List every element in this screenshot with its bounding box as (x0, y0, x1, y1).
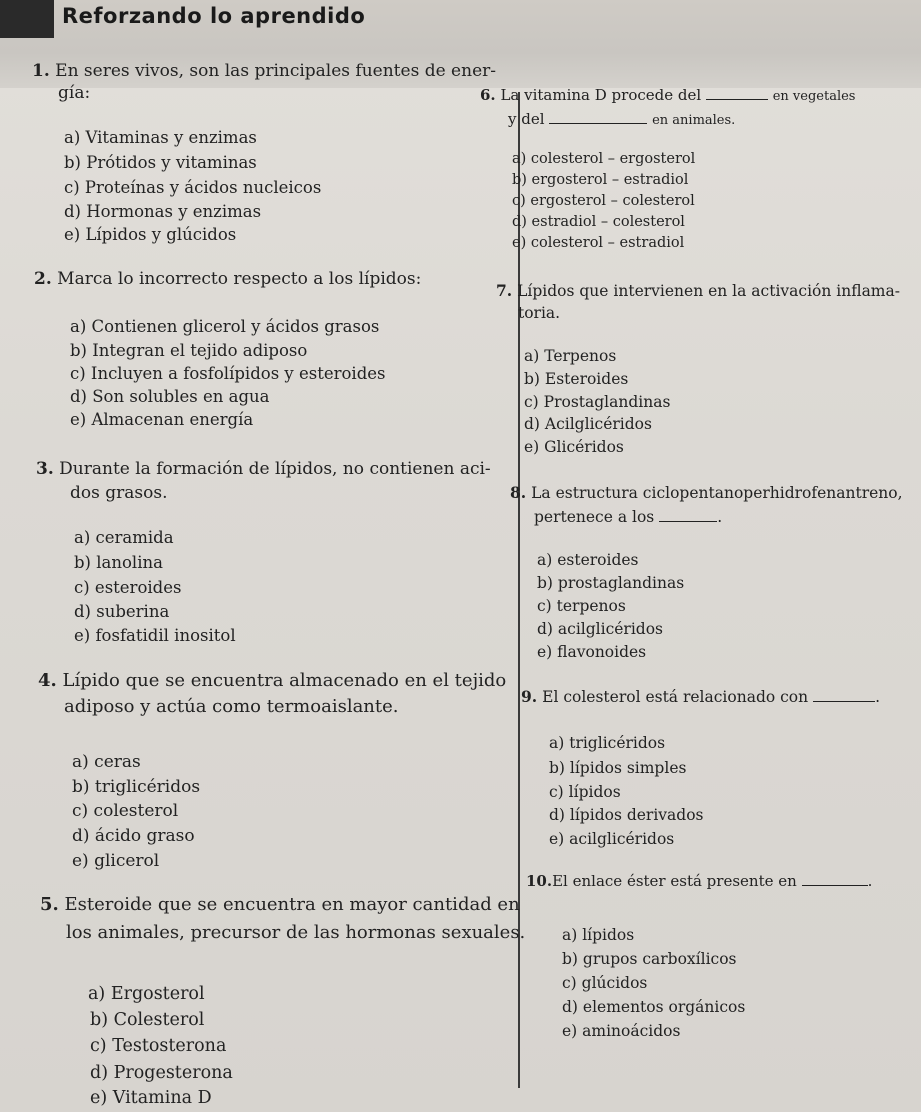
question-number: 5. (40, 894, 59, 915)
question-stem: Marca lo incorrecto respecto a los lípidos: (57, 269, 422, 289)
answer-blank[interactable] (659, 521, 717, 522)
q5-option-c[interactable]: c) Testosterona (90, 1036, 227, 1056)
q2-option-b[interactable]: b) Integran el tejido adiposo (70, 341, 308, 360)
question-6-stem-cont (508, 108, 735, 132)
q7-option-a[interactable]: a) Terpenos (524, 347, 617, 365)
question-3 (36, 458, 491, 480)
q8-option-d[interactable]: d) acilglicéridos (537, 620, 663, 638)
question-stem-part: . (717, 508, 723, 526)
q7-option-b[interactable]: b) Esteroides (524, 370, 629, 388)
question-stem: La estructura ciclopentanoperhidrofenantreno, (531, 484, 903, 502)
q6-option-b[interactable]: b) ergosterol – estradiol (512, 172, 689, 188)
question-number: 4. (38, 670, 57, 691)
question-stem-part: en vegetales (772, 89, 856, 104)
q1-option-a[interactable]: a) Vitaminas y enzimas (64, 128, 257, 147)
question-number: 2. (34, 269, 52, 289)
q8-option-e[interactable]: e) flavonoides (537, 643, 647, 661)
question-8 (510, 482, 903, 504)
q5-option-a[interactable]: a) Ergosterol (88, 984, 205, 1004)
question-number: 6. (480, 86, 496, 104)
q5-option-b[interactable]: b) Colesterol (90, 1010, 205, 1030)
question-stem: Lípido que se encuentra almacenado en el tejido (62, 670, 507, 691)
answer-blank[interactable] (802, 885, 868, 886)
question-3-stem-cont: dos grasos. (70, 483, 168, 503)
q4-option-d[interactable]: d) ácido graso (72, 826, 195, 846)
q2-option-d[interactable]: d) Son solubles en agua (70, 387, 270, 406)
q8-option-c[interactable]: c) terpenos (537, 597, 626, 615)
question-8-stem-cont (534, 506, 722, 528)
question-7 (496, 280, 900, 302)
q3-option-c[interactable]: c) esteroides (74, 578, 182, 597)
q1-option-b[interactable]: b) Prótidos y vitaminas (64, 153, 257, 172)
question-stem: Durante la formación de lípidos, no contienen aci- (59, 459, 491, 479)
q10-option-d[interactable]: d) elementos orgánicos (562, 998, 746, 1016)
q5-option-d[interactable]: d) Progesterona (90, 1063, 233, 1083)
q1-option-c[interactable]: c) Proteínas y ácidos nucleicos (64, 178, 322, 197)
question-5-stem-cont: los animales, precursor de las hormonas sexuales. (66, 922, 526, 943)
question-stem-part: . (867, 872, 873, 890)
q7-option-c[interactable]: c) Prostaglandinas (524, 393, 671, 411)
q3-option-e[interactable]: e) fosfatidil inositol (74, 626, 236, 645)
q9-option-d[interactable]: d) lípidos derivados (549, 806, 704, 824)
q1-option-e[interactable]: e) Lípidos y glúcidos (64, 225, 237, 244)
question-2 (34, 268, 421, 290)
question-stem-part: . (875, 688, 880, 706)
q7-option-e[interactable]: e) Glicéridos (524, 438, 624, 456)
q4-option-c[interactable]: c) colesterol (72, 801, 179, 821)
q9-option-a[interactable]: a) triglicéridos (549, 734, 666, 752)
q3-option-a[interactable]: a) ceramida (74, 528, 174, 547)
q6-option-a[interactable]: a) colesterol – ergosterol (512, 151, 696, 167)
question-stem-part: y del (508, 110, 545, 128)
question-stem: La vitamina D procede del (500, 86, 702, 104)
q10-option-b[interactable]: b) grupos carboxílicos (562, 950, 737, 968)
q10-option-c[interactable]: c) glúcidos (562, 974, 648, 992)
question-stem: El colesterol está relacionado con (542, 688, 809, 706)
worksheet-title: Reforzando lo aprendido (62, 4, 366, 28)
question-stem-part: pertenece a los (534, 508, 655, 526)
question-6 (480, 84, 855, 108)
question-number: 7. (496, 281, 513, 300)
q3-option-d[interactable]: d) suberina (74, 602, 170, 621)
q4-option-e[interactable]: e) glicerol (72, 851, 160, 871)
question-4-stem-cont: adiposo y actúa como termoaislante. (64, 696, 399, 717)
question-10 (526, 870, 872, 892)
q4-option-a[interactable]: a) ceras (72, 752, 141, 772)
q6-option-c[interactable]: c) ergosterol – colesterol (512, 193, 695, 209)
question-number: 1. (32, 61, 50, 81)
question-stem: Esteroide que se encuentra en mayor cantidad en (64, 894, 520, 915)
question-number: 10. (526, 872, 553, 890)
question-number: 3. (36, 459, 54, 479)
answer-blank[interactable] (813, 701, 875, 702)
answer-blank[interactable] (706, 99, 768, 100)
question-stem: Lípidos que intervienen en la activación inflama- (517, 282, 900, 300)
q9-option-c[interactable]: c) lípidos (549, 783, 621, 801)
q6-option-e[interactable]: e) colesterol – estradiol (512, 235, 685, 251)
q9-option-b[interactable]: b) lípidos simples (549, 759, 687, 777)
q6-option-d[interactable]: d) estradiol – colesterol (512, 214, 685, 230)
q5-option-e[interactable]: e) Vitamina D (90, 1088, 212, 1108)
q8-option-b[interactable]: b) prostaglandinas (537, 574, 685, 592)
question-stem: El enlace éster está presente en (552, 872, 797, 890)
q8-option-a[interactable]: a) esteroides (537, 551, 639, 569)
q3-option-b[interactable]: b) lanolina (74, 553, 163, 572)
header-marker (0, 0, 54, 38)
question-number: 8. (510, 483, 527, 502)
q10-option-e[interactable]: e) aminoácidos (562, 1022, 681, 1040)
q2-option-a[interactable]: a) Contienen glicerol y ácidos grasos (70, 317, 380, 336)
q7-option-d[interactable]: d) Acilglicéridos (524, 415, 652, 433)
question-7-stem-cont: toria. (518, 304, 561, 322)
q9-option-e[interactable]: e) acilglicéridos (549, 830, 675, 848)
question-stem-part: en animales. (652, 113, 736, 128)
q4-option-b[interactable]: b) triglicéridos (72, 777, 201, 797)
q2-option-c[interactable]: c) Incluyen a fosfolípidos y esteroides (70, 364, 386, 383)
question-number: 9. (521, 687, 538, 706)
q2-option-e[interactable]: e) Almacenan energía (70, 410, 254, 429)
q10-option-a[interactable]: a) lípidos (562, 926, 635, 944)
question-4 (38, 670, 506, 692)
answer-blank[interactable] (549, 123, 647, 124)
question-9 (521, 686, 880, 708)
question-stem: En seres vivos, son las principales fuentes de ener- (55, 61, 496, 81)
question-1 (32, 60, 496, 82)
question-5 (40, 894, 520, 916)
question-1-stem-cont: gía: (58, 83, 91, 103)
q1-option-d[interactable]: d) Hormonas y enzimas (64, 202, 262, 221)
